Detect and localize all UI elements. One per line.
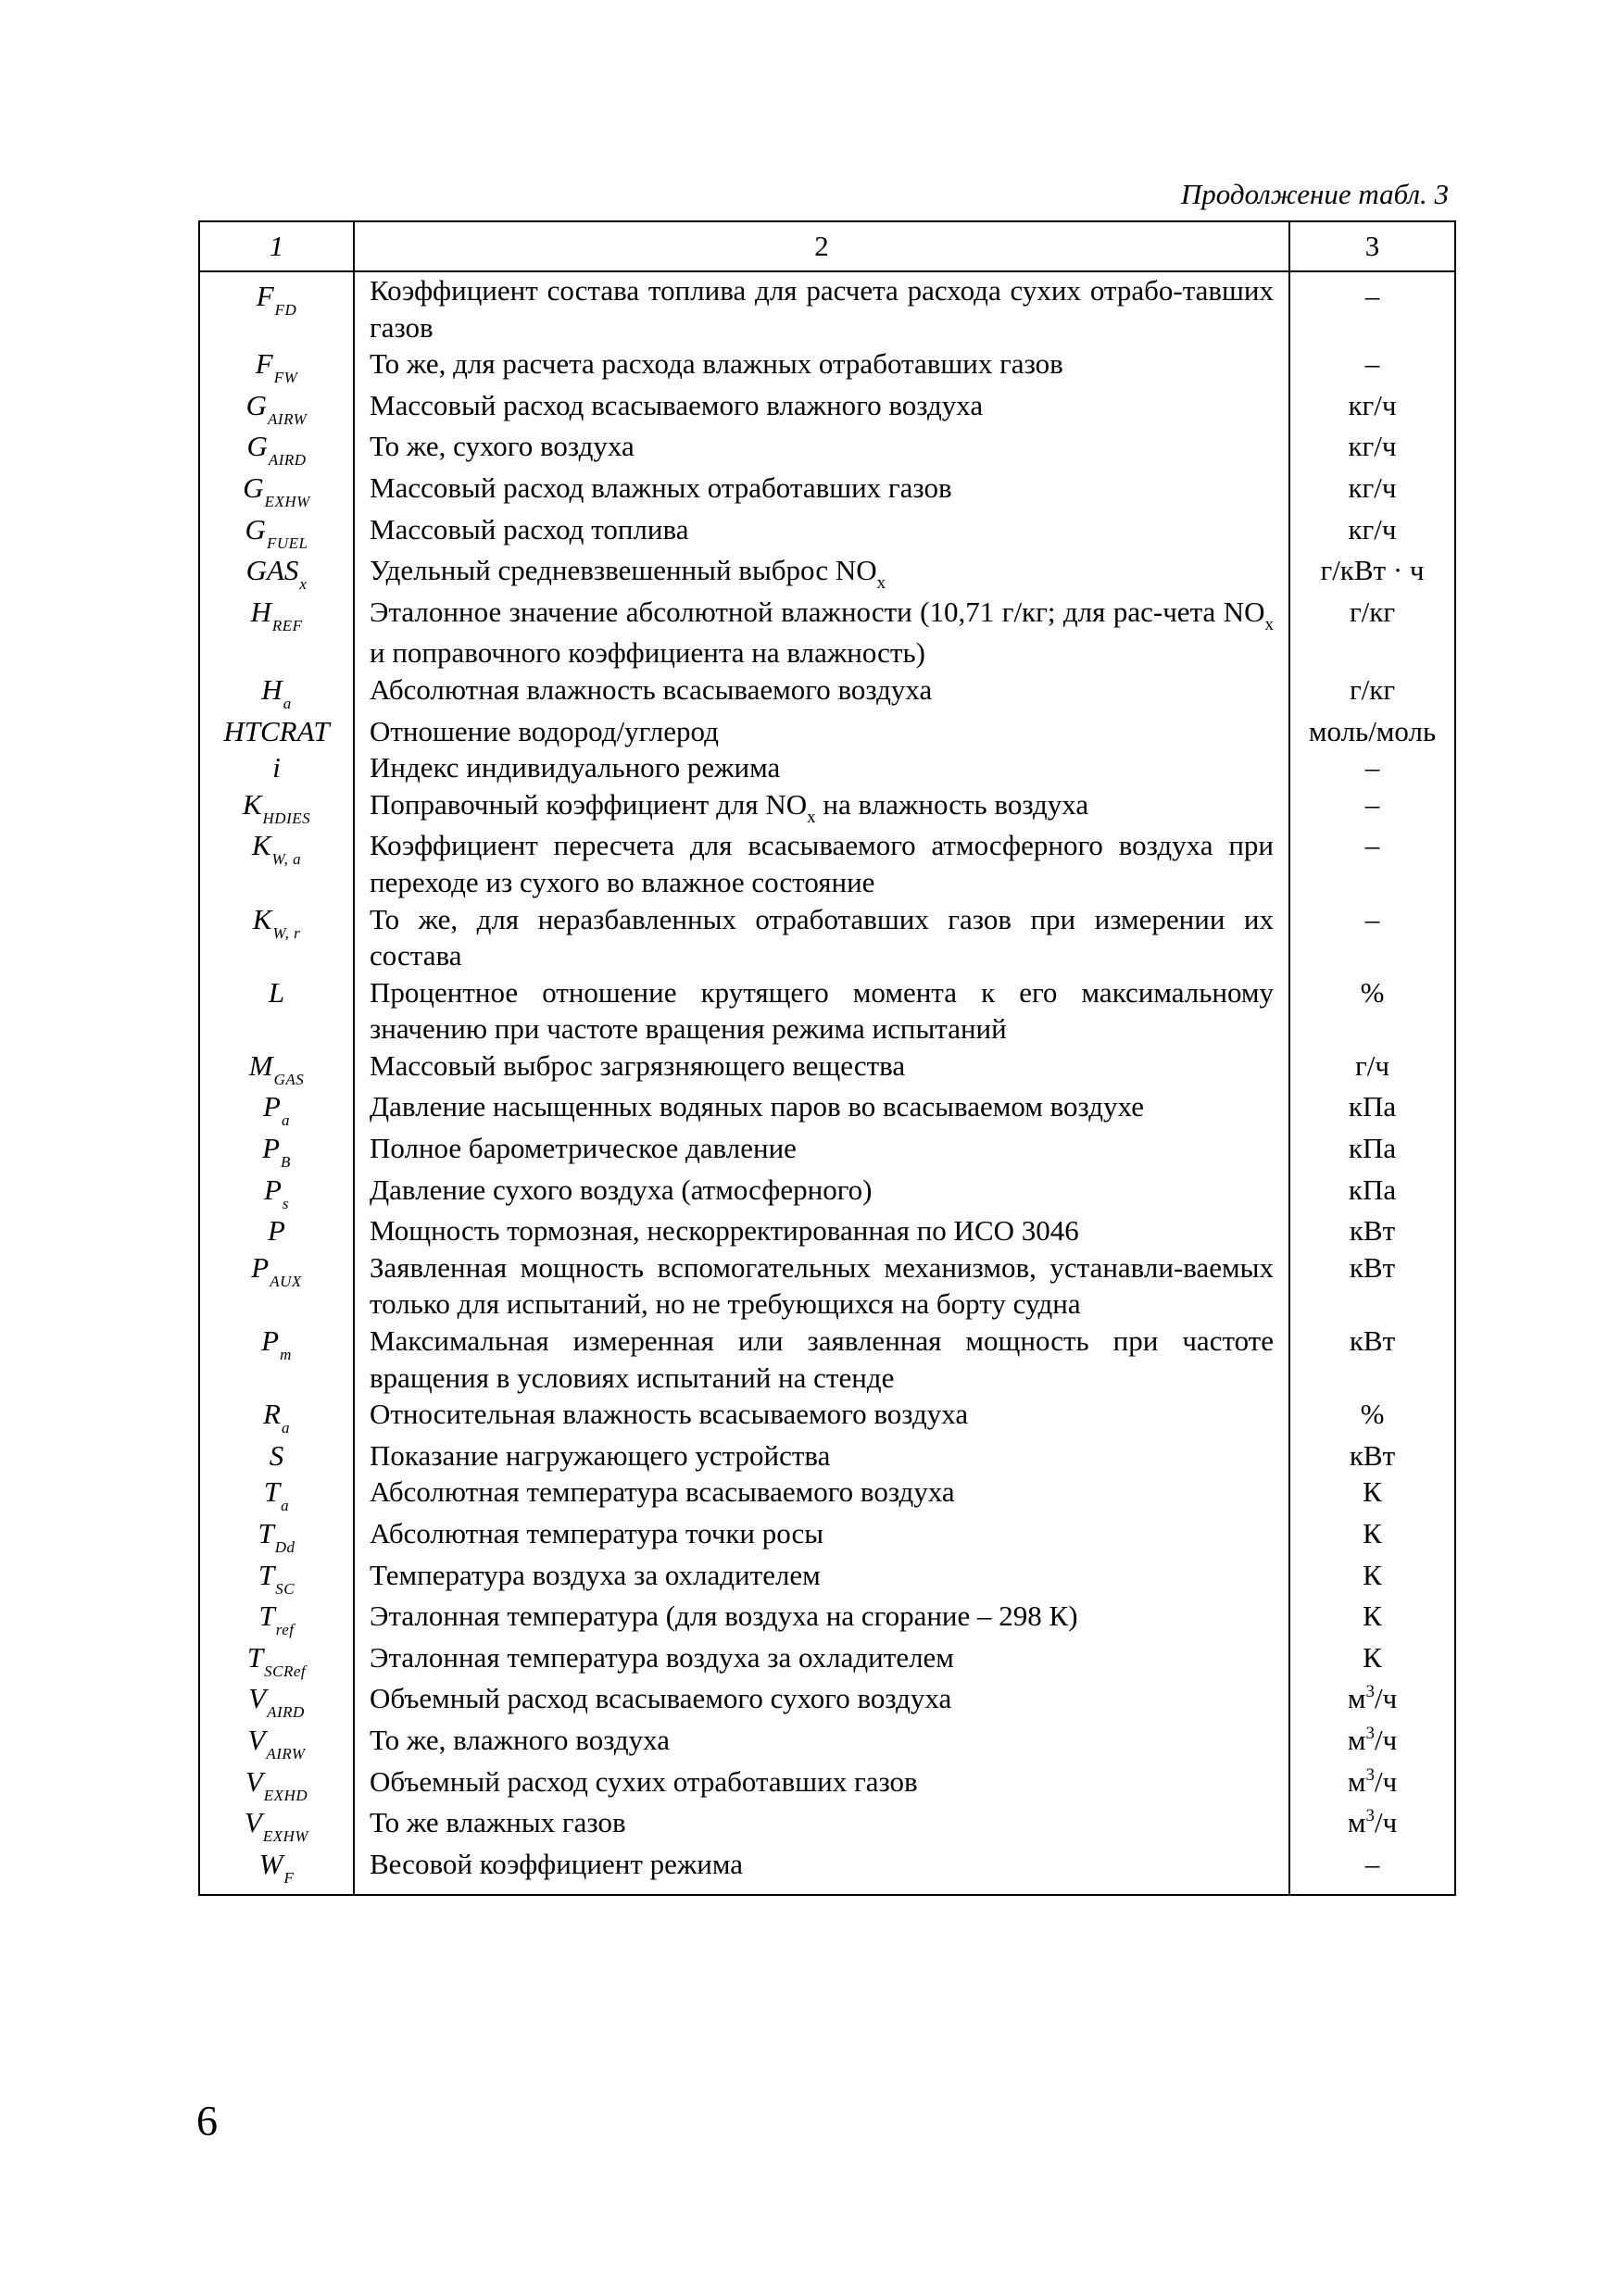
unit-superscript: 3 xyxy=(1365,1806,1375,1826)
unit-cell xyxy=(1289,1515,1455,1557)
unit-continued: /ч xyxy=(1374,1764,1398,1798)
table-row xyxy=(199,1212,1455,1249)
table-row xyxy=(199,1437,1455,1474)
unit: кВт xyxy=(1349,1438,1396,1472)
symbol-cell xyxy=(199,470,354,511)
symbol-cell xyxy=(199,1396,354,1437)
symbol-cell xyxy=(199,1639,354,1681)
symbol-subscript: a xyxy=(281,1111,290,1130)
symbol-cell xyxy=(199,1763,354,1805)
table-row xyxy=(199,1557,1455,1599)
unit-cell xyxy=(1289,1249,1455,1323)
description-continued: на влажность воздуха xyxy=(815,787,1089,821)
description-cell xyxy=(354,1639,1289,1681)
description-cell xyxy=(354,552,1289,594)
symbol: V xyxy=(247,1723,266,1756)
symbol-subscript: FUEL xyxy=(266,533,308,552)
unit-cell xyxy=(1289,1172,1455,1213)
symbol: V xyxy=(248,1682,267,1715)
description-cell xyxy=(354,1396,1289,1437)
symbol-cell xyxy=(199,387,354,429)
table-row xyxy=(199,271,1455,345)
symbol-subscript: AIRD xyxy=(268,451,307,470)
table-row xyxy=(199,1846,1455,1896)
symbol: GAS xyxy=(245,554,299,587)
symbol-cell xyxy=(199,271,354,345)
symbol-cell xyxy=(199,428,354,470)
unit-cell xyxy=(1289,552,1455,594)
description-cell xyxy=(354,1130,1289,1172)
description: Объемный расход всасываемого сухого воздуха xyxy=(370,1682,952,1715)
symbol: HTCRAT xyxy=(223,714,330,747)
symbol: W xyxy=(258,1847,283,1880)
symbol: T xyxy=(258,1600,275,1633)
symbol-subscript: AIRW xyxy=(268,409,308,428)
unit: кг/ч xyxy=(1348,430,1397,463)
symbol-cell xyxy=(199,1680,354,1722)
description: Поправочный коэффициент для NO xyxy=(370,787,808,821)
unit-cell xyxy=(1289,345,1455,387)
unit: м xyxy=(1347,1723,1366,1756)
symbol-subscript: AUX xyxy=(270,1272,302,1290)
table-row xyxy=(199,1474,1455,1515)
description-cell xyxy=(354,749,1289,786)
symbol-subscript: AIRD xyxy=(267,1703,305,1722)
description-continued: и поправочного коэффициента на влажность) xyxy=(370,636,925,670)
unit: кг/ч xyxy=(1348,470,1397,504)
description-cell xyxy=(354,713,1289,750)
symbol-cell xyxy=(199,1249,354,1323)
symbol: L xyxy=(268,975,285,1009)
symbol-subscript: REF xyxy=(271,616,303,634)
unit-cell xyxy=(1289,713,1455,750)
column-header-description: 2 xyxy=(354,221,1289,271)
unit: К xyxy=(1363,1517,1382,1549)
table-row xyxy=(199,713,1455,750)
symbol-subscript: m xyxy=(280,1346,292,1364)
unit-cell xyxy=(1289,1846,1455,1896)
unit-cell xyxy=(1289,1437,1455,1474)
unit-cell xyxy=(1289,749,1455,786)
unit-superscript: 3 xyxy=(1365,1682,1375,1702)
description: Коэффициент состава топлива для расчета расхода сухих отрабо-тавших газов xyxy=(370,274,1274,344)
unit-cell xyxy=(1289,1722,1455,1763)
unit-cell xyxy=(1289,1088,1455,1130)
symbol-cell xyxy=(199,1598,354,1639)
description: Эталонная температура (для воздуха на сгорание – 298 К) xyxy=(370,1600,1078,1633)
description: Абсолютная влажность всасываемого воздуха xyxy=(370,672,933,706)
description: Абсолютная температура точки росы xyxy=(370,1517,824,1549)
unit-continued: /ч xyxy=(1374,1682,1398,1715)
symbol-subscript: W, a xyxy=(271,850,302,869)
table-row xyxy=(199,470,1455,511)
unit-cell xyxy=(1289,271,1455,345)
symbol: F xyxy=(256,280,274,312)
symbol-subscript: EXHW xyxy=(262,1827,309,1846)
description-cell xyxy=(354,1323,1289,1396)
symbol-subscript: FD xyxy=(274,301,297,319)
unit-cell xyxy=(1289,428,1455,470)
unit-cell xyxy=(1289,387,1455,429)
table-row xyxy=(199,1804,1455,1846)
symbol-subscript: SCRef xyxy=(264,1662,307,1680)
table-row xyxy=(199,1639,1455,1681)
unit-cell xyxy=(1289,1212,1455,1249)
symbol: P xyxy=(261,1324,280,1358)
unit-cell xyxy=(1289,1048,1455,1089)
table-row xyxy=(199,511,1455,553)
symbol-cell xyxy=(199,1474,354,1515)
table-row xyxy=(199,1396,1455,1437)
unit-cell xyxy=(1289,827,1455,900)
symbol-subscript: HDIES xyxy=(262,809,311,827)
symbol: G xyxy=(245,512,266,546)
description-cell xyxy=(354,786,1289,828)
symbol-cell xyxy=(199,1088,354,1130)
symbol: P xyxy=(268,1214,285,1248)
description: Эталонная температура воздуха за охладителем xyxy=(370,1640,954,1674)
description: Массовый выброс загрязняющего вещества xyxy=(370,1048,906,1082)
symbol-cell xyxy=(199,827,354,900)
table-row xyxy=(199,974,1455,1048)
description: Весовой коэффициент режима xyxy=(370,1847,744,1880)
table-row xyxy=(199,552,1455,594)
unit-cell xyxy=(1289,671,1455,713)
unit-continued: /ч xyxy=(1374,1806,1398,1839)
table-row xyxy=(199,1130,1455,1172)
description: То же влажных газов xyxy=(370,1806,626,1839)
symbol: K xyxy=(252,902,272,935)
unit: – xyxy=(1364,280,1380,312)
symbol-subscript: GAS xyxy=(273,1070,305,1088)
table-row xyxy=(199,901,1455,974)
unit: кг/ч xyxy=(1348,388,1397,421)
description: Максимальная измеренная или заявленная мощность при частоте вращения в условиях испытаний на стенде xyxy=(370,1324,1274,1394)
description: Мощность тормозная, нескорректированная по ИСО 3046 xyxy=(370,1214,1079,1248)
unit: м xyxy=(1347,1764,1366,1798)
symbol: P xyxy=(263,1173,282,1206)
page-number: 6 xyxy=(196,2097,218,2144)
symbol-subscript: Dd xyxy=(274,1538,295,1556)
description: То же, влажного воздуха xyxy=(370,1723,671,1756)
description-cell xyxy=(354,345,1289,387)
description-cell xyxy=(354,594,1289,671)
description-cell xyxy=(354,1048,1289,1089)
table-row xyxy=(199,1249,1455,1323)
description-cell xyxy=(354,1212,1289,1249)
unit: кПа xyxy=(1348,1090,1397,1123)
symbol-cell xyxy=(199,901,354,974)
symbol: M xyxy=(248,1048,273,1082)
symbol: P xyxy=(251,1250,270,1284)
table-row xyxy=(199,1722,1455,1763)
description: Заявленная мощность вспомогательных механизмов, устанавли-ваемых только для испытаний, но не требующихся на борту судна xyxy=(370,1250,1274,1321)
unit-cell xyxy=(1289,1323,1455,1396)
symbol-subscript: EXHW xyxy=(264,492,310,510)
unit-cell xyxy=(1289,594,1455,671)
unit: г/ч xyxy=(1355,1048,1389,1082)
symbol-subscript: FW xyxy=(273,369,298,387)
symbol-cell xyxy=(199,974,354,1048)
symbol-cell xyxy=(199,786,354,828)
description-cell xyxy=(354,827,1289,900)
table-row xyxy=(199,749,1455,786)
unit: К xyxy=(1363,1600,1382,1633)
unit-cell xyxy=(1289,1474,1455,1515)
symbol-subscript: SC xyxy=(275,1579,295,1598)
unit-cell xyxy=(1289,511,1455,553)
symbol-cell xyxy=(199,345,354,387)
table-row xyxy=(199,345,1455,387)
symbol: G xyxy=(243,470,264,504)
description: Процентное отношение крутящего момента к его максимальному значению при частоте вращения режима испытаний xyxy=(370,975,1274,1046)
symbol: F xyxy=(255,347,273,381)
description-subscript: x xyxy=(807,807,816,827)
unit: – xyxy=(1364,751,1380,784)
description: Объемный расход сухих отработавших газов xyxy=(370,1764,918,1798)
description-cell xyxy=(354,974,1289,1048)
unit: г/кВт · ч xyxy=(1320,554,1425,587)
description: Полное барометрическое давление xyxy=(370,1132,797,1165)
description-cell xyxy=(354,1088,1289,1130)
symbol: V xyxy=(244,1806,262,1839)
description: Давление сухого воздуха (атмосферного) xyxy=(370,1173,873,1206)
unit-cell xyxy=(1289,1598,1455,1639)
symbol-cell xyxy=(199,1846,354,1896)
symbol-subscript: a xyxy=(281,1419,290,1437)
description: То же, для неразбавленных отработавших газов при измерении их состава xyxy=(370,902,1274,972)
symbol: H xyxy=(261,672,283,706)
description: Относительная влажность всасываемого воздуха xyxy=(370,1398,969,1431)
unit-cell xyxy=(1289,1639,1455,1681)
symbol-subscript: EXHD xyxy=(263,1786,308,1804)
description: Температура воздуха за охладителем xyxy=(370,1558,821,1591)
unit: – xyxy=(1364,902,1380,935)
unit-superscript: 3 xyxy=(1365,1723,1375,1743)
description: Показание нагружающего устройства xyxy=(370,1438,831,1472)
symbol-cell xyxy=(199,1515,354,1557)
table-row xyxy=(199,786,1455,828)
table-row xyxy=(199,387,1455,429)
description-cell xyxy=(354,1804,1289,1846)
symbol-cell xyxy=(199,1323,354,1396)
description: Массовый расход всасываемого влажного воздуха xyxy=(370,388,984,421)
description-cell xyxy=(354,1515,1289,1557)
table-row xyxy=(199,1598,1455,1639)
unit-cell xyxy=(1289,1804,1455,1846)
table-row xyxy=(199,1763,1455,1805)
table-continuation-caption: Продолжение табл. 3 xyxy=(1180,178,1449,210)
description-cell xyxy=(354,1763,1289,1805)
table-row xyxy=(199,428,1455,470)
symbol-subscript: x xyxy=(299,575,308,594)
description-cell xyxy=(354,1846,1289,1896)
description: Удельный средневзвешенный выброс NO xyxy=(370,554,877,587)
unit: кПа xyxy=(1348,1132,1397,1165)
unit: моль/моль xyxy=(1308,714,1437,747)
unit-cell xyxy=(1289,786,1455,828)
description: Давление насыщенных водяных паров во всасываемом воздухе xyxy=(370,1090,1144,1123)
unit-cell xyxy=(1289,901,1455,974)
description-cell xyxy=(354,511,1289,553)
unit: – xyxy=(1364,829,1380,862)
table-row xyxy=(199,594,1455,671)
description: Массовый расход топлива xyxy=(370,512,689,546)
unit: кВт xyxy=(1349,1214,1396,1248)
description-cell xyxy=(354,470,1289,511)
symbol-subscript: B xyxy=(281,1153,291,1172)
table-row xyxy=(199,671,1455,713)
description-cell xyxy=(354,901,1289,974)
symbol-cell xyxy=(199,1130,354,1172)
description-cell xyxy=(354,1598,1289,1639)
description-cell xyxy=(354,1557,1289,1599)
symbol: P xyxy=(263,1090,281,1123)
symbol-subscript: F xyxy=(283,1868,295,1887)
symbol-cell xyxy=(199,1722,354,1763)
description: Коэффициент пересчета для всасываемого атмосферного воздуха при переходе из сухого во влажное состояние xyxy=(370,829,1274,898)
symbol-subscript: a xyxy=(283,694,292,712)
symbol-subscript: s xyxy=(282,1194,290,1212)
symbol-subscript: a xyxy=(281,1497,290,1515)
symbol: T xyxy=(258,1517,274,1549)
symbol: R xyxy=(263,1398,281,1431)
unit: % xyxy=(1360,975,1385,1009)
table-row xyxy=(199,827,1455,900)
unit: кВт xyxy=(1349,1250,1396,1284)
description-cell xyxy=(354,1437,1289,1474)
unit-cell xyxy=(1289,1680,1455,1722)
unit: г/кг xyxy=(1349,595,1396,628)
unit: – xyxy=(1364,347,1380,381)
symbol-cell xyxy=(199,552,354,594)
table-row xyxy=(199,1048,1455,1089)
unit-cell xyxy=(1289,1396,1455,1437)
table-row xyxy=(199,1680,1455,1722)
symbol-cell xyxy=(199,1212,354,1249)
symbol: i xyxy=(272,751,281,784)
symbol-cell xyxy=(199,1048,354,1089)
description: Абсолютная температура всасываемого воздуха xyxy=(370,1475,955,1509)
table-row xyxy=(199,1172,1455,1213)
symbol-cell xyxy=(199,1172,354,1213)
description-subscript: x xyxy=(1264,614,1274,634)
description: То же, для расчета расхода влажных отработавших газов xyxy=(370,347,1063,381)
symbol-cell xyxy=(199,749,354,786)
description: Массовый расход влажных отработавших газов xyxy=(370,470,952,504)
description-cell xyxy=(354,428,1289,470)
symbol-cell xyxy=(199,594,354,671)
symbol-cell xyxy=(199,671,354,713)
unit: К xyxy=(1363,1640,1382,1674)
symbol-cell xyxy=(199,713,354,750)
table-row xyxy=(199,1088,1455,1130)
description-cell xyxy=(354,1474,1289,1515)
symbol: G xyxy=(245,388,268,421)
description-cell xyxy=(354,1249,1289,1323)
unit-cell xyxy=(1289,1130,1455,1172)
description: Отношение водород/углерод xyxy=(370,714,719,747)
unit: % xyxy=(1360,1398,1385,1431)
description-cell xyxy=(354,271,1289,345)
unit-cell xyxy=(1289,974,1455,1048)
unit: – xyxy=(1364,787,1380,821)
unit: К xyxy=(1363,1558,1382,1591)
symbol: V xyxy=(245,1764,263,1798)
description-cell xyxy=(354,671,1289,713)
unit: кг/ч xyxy=(1348,512,1397,546)
table-body xyxy=(199,271,1455,1895)
description-cell xyxy=(354,1172,1289,1213)
column-header-unit: 3 xyxy=(1289,221,1455,271)
unit-cell xyxy=(1289,1557,1455,1599)
symbol-subscript: W, r xyxy=(272,923,301,942)
description: Индекс индивидуального режима xyxy=(370,751,781,784)
unit-continued: /ч xyxy=(1374,1723,1398,1756)
table-row xyxy=(199,1323,1455,1396)
table-row xyxy=(199,1515,1455,1557)
symbol: K xyxy=(251,829,271,862)
column-header-symbol: 1 xyxy=(199,221,354,271)
description-cell xyxy=(354,1722,1289,1763)
symbol-subscript: AIRW xyxy=(266,1744,306,1763)
symbol: P xyxy=(262,1132,281,1165)
unit-superscript: 3 xyxy=(1365,1764,1375,1785)
symbol: H xyxy=(250,595,271,628)
symbol-cell xyxy=(199,1557,354,1599)
unit-cell xyxy=(1289,470,1455,511)
symbol-cell xyxy=(199,1437,354,1474)
description-cell xyxy=(354,387,1289,429)
description-cell xyxy=(354,1680,1289,1722)
symbol-cell xyxy=(199,1804,354,1846)
table-header-row xyxy=(199,221,1455,271)
symbol: T xyxy=(258,1558,275,1591)
unit: г/кг xyxy=(1349,672,1396,706)
unit: К xyxy=(1363,1475,1382,1509)
unit-cell xyxy=(1289,1763,1455,1805)
symbol: K xyxy=(242,787,262,821)
symbol: S xyxy=(269,1438,284,1472)
description: Эталонное значение абсолютной влажности (10,71 г/кг; для рас-чета NO xyxy=(370,595,1265,628)
symbol: T xyxy=(263,1475,281,1509)
unit: – xyxy=(1364,1847,1380,1880)
unit: кВт xyxy=(1349,1324,1396,1358)
symbol: G xyxy=(246,430,268,463)
symbols-table xyxy=(198,220,1456,1896)
description-subscript: x xyxy=(876,573,886,594)
unit: кПа xyxy=(1348,1173,1397,1206)
description: То же, сухого воздуха xyxy=(370,430,635,463)
symbol-cell xyxy=(199,511,354,553)
unit: м xyxy=(1347,1806,1366,1839)
unit: м xyxy=(1347,1682,1366,1715)
symbol-subscript: ref xyxy=(275,1621,295,1639)
symbol: T xyxy=(246,1640,264,1674)
